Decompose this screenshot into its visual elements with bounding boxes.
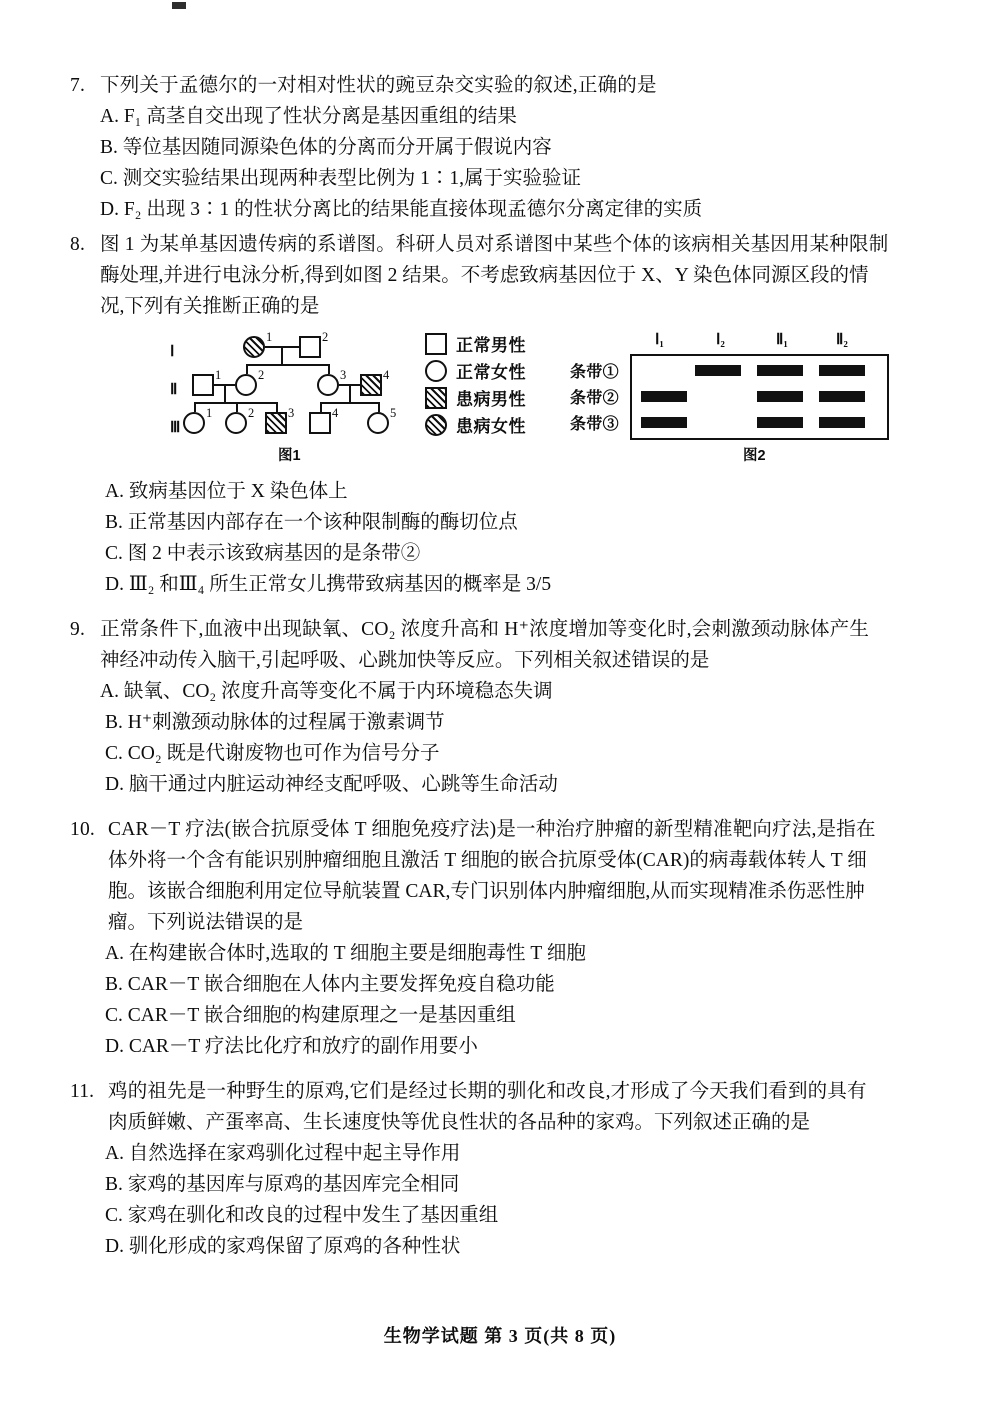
question-7 [70, 70, 940, 225]
question-11-stem [70, 1076, 940, 1107]
question-8-stem-line-3: 况,下列有关推断正确的是 [100, 296, 320, 317]
question-11-stem-line-2: 肉质鲜嫩、产蛋率高、生长速度快等优良性状的各品种的家鸡。下列叙述正确的是 [108, 1112, 811, 1133]
pedigree-individual-II-1 [192, 374, 214, 396]
pedigree-index-III-5: 5 [390, 406, 397, 420]
pedigree-index-III-4: 4 [332, 406, 339, 420]
pedigree-individual-III-2 [225, 412, 247, 434]
pedigree-drop-III-3 [276, 402, 278, 412]
question-7-option-b[interactable]: B. 等位基因随同源染色体的分离而分开属于假说内容 [100, 137, 552, 158]
gel-lane-label-4: Ⅱ₂ [836, 332, 848, 348]
question-10-stem-line-4: 瘤。下列说法错误的是 [108, 912, 304, 933]
pedigree-index-I-1: 1 [266, 330, 273, 344]
question-11-number: 11. [70, 1081, 95, 1102]
question-8-option-d[interactable]: D. Ⅲ₂ 和Ⅲ₄ 所生正常女儿携带致病基因的概率是 3/5 [105, 574, 552, 595]
gel-band-r1-c4 [819, 365, 865, 376]
pedigree-index-II-1: 1 [215, 368, 222, 382]
pedigree-index-III-3: 3 [288, 406, 295, 420]
question-8-stem-line-1: 图 1 为某单基因遗传病的系谱图。科研人员对系谱图中某些个体的该病相关基因用某种限制 [100, 234, 889, 255]
normal-female-symbol-icon [425, 360, 447, 382]
gel-band-r3-c1 [641, 417, 687, 428]
question-10-stem-line-2: 体外将一个含有能识别肿瘤细胞且激活 T 细胞的嵌合抗原受体(CAR)的病毒载体转人 T 细 [108, 850, 867, 871]
figure1-caption: 图1 [278, 448, 301, 464]
gel-plate [630, 354, 889, 440]
scan-artifact-mark [172, 2, 186, 9]
gel-band-r1-c2 [695, 365, 741, 376]
pedigree-individual-I-1 [243, 336, 265, 358]
pedigree-individual-III-5 [367, 412, 389, 434]
question-10-stem-line-1: CAR－T 疗法(嵌合抗原受体 T 细胞免疫疗法)是一种治疗肿瘤的新型精准靶向疗法,是指在 [108, 819, 876, 840]
pedigree-chart-figure1 [170, 328, 430, 468]
question-11 [70, 1076, 940, 1262]
pedigree-drop-III-4 [320, 402, 322, 412]
pedigree-descent-line-I [281, 346, 283, 364]
generation-label-I: Ⅰ [170, 344, 175, 360]
pedigree-individual-II-2 [235, 374, 257, 396]
pedigree-individual-II-3 [317, 374, 339, 396]
legend-label-affected-male: 患病男性 [456, 390, 526, 409]
question-9 [70, 614, 940, 800]
pedigree-index-II-2: 2 [258, 368, 265, 382]
question-11-stem-line-1: 鸡的祖先是一种野生的原鸡,它们是经过长期的驯化和改良,才形成了今天我们看到的具有 [108, 1081, 867, 1102]
page-content [70, 70, 940, 1266]
pedigree-drop-III-1 [194, 402, 196, 412]
pedigree-individual-III-1 [183, 412, 205, 434]
generation-label-II: Ⅱ [170, 382, 178, 398]
normal-male-symbol-icon [425, 333, 447, 355]
question-10-stem-line-3: 胞。该嵌合细胞利用定位导航装置 CAR,专门识别体内肿瘤细胞,从而实现精准杀伤恶性肿 [108, 881, 865, 902]
question-10-option-b[interactable]: B. CAR－T 嵌合细胞在人体内主要发挥免疫自稳功能 [105, 974, 555, 995]
electrophoresis-figure2 [570, 328, 905, 468]
gel-band-r1-c3 [757, 365, 803, 376]
legend-item-normal-male [425, 330, 575, 357]
gel-band-r2-c4 [819, 391, 865, 402]
question-8-figures [70, 328, 940, 468]
question-7-number: 7. [70, 75, 86, 96]
generation-label-III: Ⅲ [170, 420, 181, 436]
legend-item-normal-female [425, 357, 575, 384]
gel-band-r3-c3 [757, 417, 803, 428]
gel-band-label-2: 条带② [570, 390, 619, 407]
gel-band-label-1: 条带① [570, 364, 619, 381]
pedigree-index-III-2: 2 [248, 406, 255, 420]
gel-lane-label-2: Ⅰ₂ [716, 332, 725, 348]
pedigree-sibship-line-III-right [320, 402, 380, 404]
question-7-stem-text: 下列关于孟德尔的一对相对性状的豌豆杂交实验的叙述,正确的是 [100, 75, 657, 96]
question-10-option-a[interactable]: A. 在构建嵌合体时,选取的 T 细胞主要是细胞毒性 T 细胞 [105, 943, 586, 964]
affected-male-symbol-icon [425, 387, 447, 409]
pedigree-descent-line-II-right [349, 384, 351, 402]
legend-label-normal-female: 正常女性 [456, 363, 526, 382]
question-7-stem [70, 70, 940, 101]
question-9-number: 9. [70, 619, 86, 640]
question-11-option-c[interactable]: C. 家鸡在驯化和改良的过程中发生了基因重组 [105, 1205, 499, 1226]
gel-band-label-3: 条带③ [570, 416, 619, 433]
pedigree-legend [425, 330, 575, 438]
pedigree-individual-II-4 [360, 374, 382, 396]
question-7-option-d[interactable]: D. F₂ 出现 3∶1 的性状分离比的结果能直接体现孟德尔分离定律的实质 [100, 199, 703, 220]
question-7-option-a[interactable]: A. F₁ 高茎自交出现了性状分离是基因重组的结果 [100, 106, 517, 127]
pedigree-descent-line-II-left [224, 384, 226, 402]
question-10 [70, 814, 940, 1062]
question-9-stem [70, 614, 940, 645]
question-8-option-b[interactable]: B. 正常基因内部存在一个该种限制酶的酶切位点 [105, 512, 518, 533]
pedigree-index-I-2: 2 [322, 330, 329, 344]
question-8 [70, 229, 940, 600]
pedigree-sibship-line-II [246, 364, 330, 366]
legend-item-affected-female [425, 411, 575, 438]
question-10-stem [70, 814, 940, 845]
pedigree-drop-II-2 [246, 364, 248, 374]
question-7-option-c[interactable]: C. 测交实验结果出现两种表型比例为 1∶1,属于实验验证 [100, 168, 582, 189]
legend-label-normal-male: 正常男性 [456, 336, 526, 355]
question-8-option-c[interactable]: C. 图 2 中表示该致病基因的是条带② [105, 543, 421, 564]
gel-band-r3-c4 [819, 417, 865, 428]
question-10-option-d[interactable]: D. CAR－T 疗法比化疗和放疗的副作用要小 [105, 1036, 478, 1057]
question-9-option-d[interactable]: D. 脑干通过内脏运动神经支配呼吸、心跳等生命活动 [105, 774, 558, 795]
question-11-option-a[interactable]: A. 自然选择在家鸡驯化过程中起主导作用 [105, 1143, 461, 1164]
question-9-option-c[interactable]: C. CO₂ 既是代谢废物也可作为信号分子 [105, 743, 440, 764]
question-8-option-a[interactable]: A. 致病基因位于 X 染色体上 [105, 481, 348, 502]
pedigree-drop-III-2 [236, 402, 238, 412]
question-10-option-c[interactable]: C. CAR－T 嵌合细胞的构建原理之一是基因重组 [105, 1005, 516, 1026]
pedigree-index-III-1: 1 [206, 406, 213, 420]
gel-band-r2-c1 [641, 391, 687, 402]
question-8-stem-line-2: 酶处理,并进行电泳分析,得到如图 2 结果。不考虑致病基因位于 X、Y 染色体同源区段的情 [100, 265, 869, 286]
question-8-stem [70, 229, 940, 260]
question-11-option-d[interactable]: D. 驯化形成的家鸡保留了原鸡的各种性状 [105, 1236, 461, 1257]
legend-item-affected-male [425, 384, 575, 411]
gel-lane-label-1: Ⅰ₁ [655, 332, 664, 348]
pedigree-individual-III-4 [309, 412, 331, 434]
legend-label-affected-female: 患病女性 [456, 417, 526, 436]
gel-band-r2-c3 [757, 391, 803, 402]
pedigree-individual-III-3 [265, 412, 287, 434]
question-11-option-b[interactable]: B. 家鸡的基因库与原鸡的基因库完全相同 [105, 1174, 460, 1195]
question-9-option-b[interactable]: B. H⁺刺激颈动脉体的过程属于激素调节 [105, 712, 445, 733]
gel-lane-label-3: Ⅱ₁ [776, 332, 788, 348]
figure2-caption: 图2 [743, 448, 766, 464]
affected-female-symbol-icon [425, 414, 447, 436]
question-9-option-a[interactable]: A. 缺氧、CO₂ 浓度升高等变化不属于内环境稳态失调 [100, 681, 553, 702]
pedigree-index-II-4: 4 [383, 368, 390, 382]
question-9-stem-line-1: 正常条件下,血液中出现缺氧、CO₂ 浓度升高和 H⁺浓度增加等变化时,会刺激颈动脉体产生 [100, 619, 870, 640]
page-footer: 生物学试题 第 3 页(共 8 页) [383, 1326, 617, 1346]
pedigree-drop-II-3 [328, 364, 330, 374]
pedigree-individual-I-2 [299, 336, 321, 358]
question-8-number: 8. [70, 234, 86, 255]
question-10-number: 10. [70, 819, 95, 840]
question-9-stem-line-2: 神经冲动传入脑干,引起呼吸、心跳加快等反应。下列相关叙述错误的是 [100, 650, 710, 671]
pedigree-drop-III-5 [378, 402, 380, 412]
pedigree-index-II-3: 3 [340, 368, 347, 382]
